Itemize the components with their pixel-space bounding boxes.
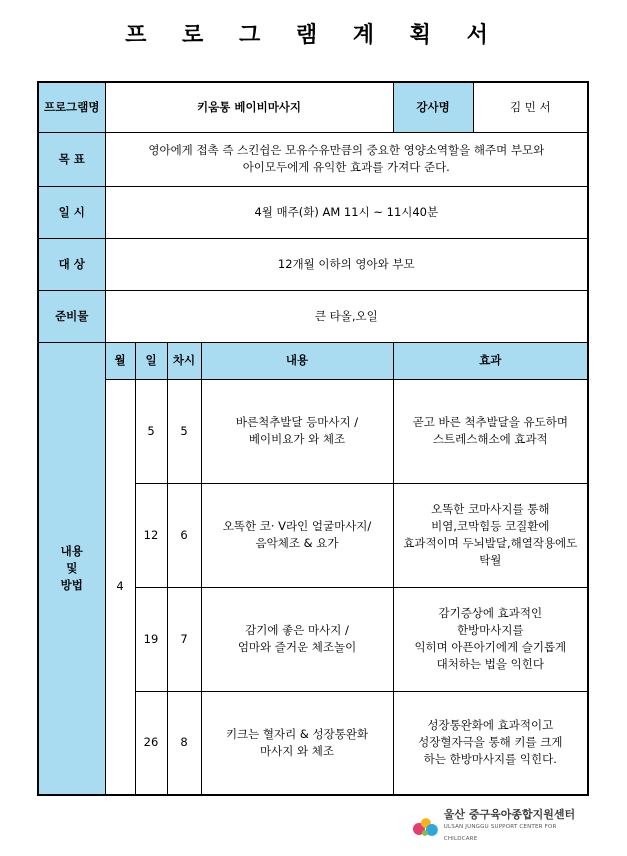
- content-method-label: 내용 및 방법: [38, 342, 105, 795]
- content-header-row: [38, 342, 588, 379]
- table-row: [38, 379, 588, 483]
- target-label: 대 상: [38, 238, 105, 290]
- target-value: 12개월 이하의 영아와 부모: [105, 238, 588, 290]
- month-header: 월: [105, 342, 135, 379]
- program-plan-table: [37, 81, 589, 796]
- effect-value: 성장통완화에 효과적이고 성장혈자극을 통해 키를 크게 하는 한방마사지를 익힌다.: [393, 691, 588, 795]
- program-name-value: 키움통 베이비마사지: [105, 82, 393, 132]
- supplies-label: 준비물: [38, 290, 105, 342]
- month-value: 4: [105, 379, 135, 795]
- content-value: 키크는 혈자리 & 성장통완화 마사지 와 체조: [201, 691, 393, 795]
- goal-row: [38, 132, 588, 186]
- day-value: 5: [135, 379, 167, 483]
- program-row: [38, 82, 588, 132]
- org-name-ko: 울산 중구육아종합지원센터: [443, 808, 576, 821]
- session-value: 7: [167, 587, 201, 691]
- session-value: 6: [167, 483, 201, 587]
- goal-text-line-1: 영아에게 접촉 즉 스킨쉽은 모유수유만큼의 중요한 영양소역할을 해주며 부모와: [148, 143, 545, 157]
- page-title: 프 로 그 램 계 획 서: [125, 23, 502, 48]
- content-value: 바른척추발달 등마사지 / 베이비요가 와 체조: [201, 379, 393, 483]
- content-header: 내용: [201, 342, 393, 379]
- supplies-row: [38, 290, 588, 342]
- instructor-value: 김 민 서: [473, 82, 588, 132]
- instructor-label: 강사명: [393, 82, 473, 132]
- date-label: 일 시: [38, 186, 105, 238]
- content-value: 오똑한 코· V라인 얼굴마사지/ 음악체조 & 요가: [201, 483, 393, 587]
- day-value: 12: [135, 483, 167, 587]
- org-name: [444, 809, 591, 845]
- effect-value: 오똑한 코마사지를 통해 비염,코막힘등 코질환에 효과적이며 두뇌발달,해열작용에도 탁월: [393, 483, 588, 587]
- day-value: 26: [135, 691, 167, 795]
- session-header: 차시: [167, 342, 201, 379]
- session-value: 5: [167, 379, 201, 483]
- target-row: [38, 238, 588, 290]
- session-value: 8: [167, 691, 201, 795]
- footer-logo: [411, 808, 591, 842]
- effect-value: 감기증상에 효과적인 한방마사지를 익히며 아픈아기에게 슬기롭게 대처하는 법을 익힌다: [393, 587, 588, 691]
- date-value: 4월 매주(화) AM 11시 ~ 11시40분: [105, 186, 588, 238]
- effect-header: 효과: [393, 342, 588, 379]
- org-name-en: ULSAN JUNGGU SUPPORT CENTER FOR CHILDCARE: [443, 824, 557, 842]
- day-header: 일: [135, 342, 167, 379]
- goal-label: 목 표: [38, 132, 105, 186]
- circles-logo-icon: [411, 815, 441, 839]
- date-row: [38, 186, 588, 238]
- day-value: 19: [135, 587, 167, 691]
- effect-value: 곧고 바른 척추발달을 유도하며 스트레스해소에 효과적: [393, 379, 588, 483]
- content-value: 감기에 좋은 마사지 / 엄마와 즐거운 체조놀이: [201, 587, 393, 691]
- goal-value: [105, 132, 588, 186]
- goal-text-line-2: 아이모두에게 유익한 효과를 가져다 준다.: [242, 160, 450, 174]
- supplies-value: 큰 타올,오일: [105, 290, 588, 342]
- program-name-label: 프로그램명: [38, 82, 105, 132]
